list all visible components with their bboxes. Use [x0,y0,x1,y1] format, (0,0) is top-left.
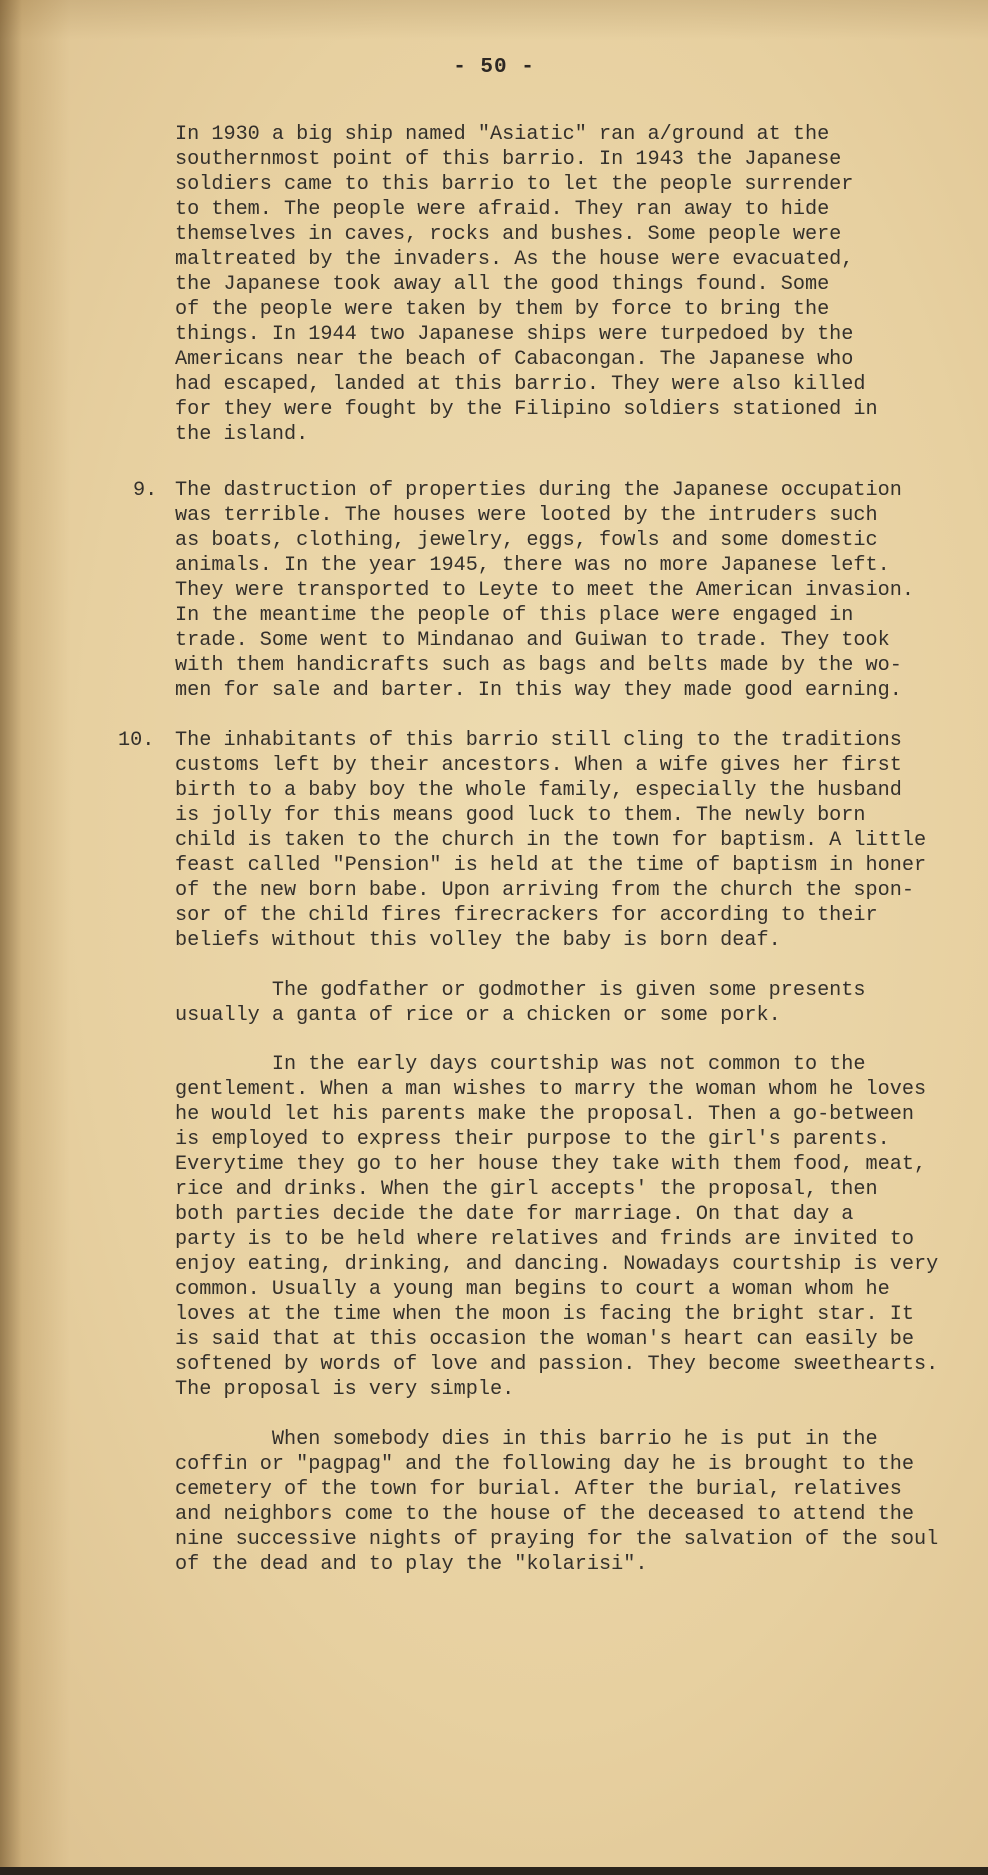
page-bottom-edge [0,1867,988,1875]
paragraph-burial-customs: When somebody dies in this barrio he is put in the coffin or "pagpag" and the following day he is brought to the cemetery of the town for burial. After the burial, relatives and neighbors come to the house of the deceased to attend the nine successive nights of praying for the salvation of the soul of the dead and to play the "kolarisi". [175,1428,939,1576]
paragraph-courtship: In the early days courtship was not common to the gentlement. When a man wishes to marry the woman whom he loves he would let his parents make the proposal. Then a go-between is employed to express their purpose to the girl's parents. Everytime they go to her house they take with them food, meat, rice and drinks. When the girl accepts' the proposal, then both parties decide the date for marriage. On that day a party is to be held where relatives and frinds are invited to enjoy eating, drinking, and dancing. Nowadays courtship is very common. Usually a young man begins to court a woman whom he loves at the time when the moon is facing the bright star. It is said that at this occasion the woman's heart can easily be softened by words of love and passion. They become sweethearts. The proposal is very simple. [175,1053,939,1401]
item-number-9: 9. [133,479,158,502]
page-number: - 50 - [453,56,535,79]
item-number-10: 10. [118,729,155,752]
paragraph-godparents: The godfather or godmother is given some presents usually a ganta of rice or a chicken or some pork. [175,979,866,1027]
paragraph-japanese-occupation: In 1930 a big ship named "Asiatic" ran a/ground at the southernmost point of this barrio. In 1943 the Japanese soldiers came to this barrio to let the people surrender to them. The people were afraid. They ran away to hide themselves in caves, rocks and bushes. Some people were maltreated by the invaders. As the house were evacuated, the Japanese took away all the good things found. Some of the people were taken by them by force to bring the things. In 1944 two Japanese ships were turpedoed by the Americans near the beach of Cabacongan. The Japanese who had escaped, landed at this barrio. They were also killed for they were fought by the Filipino soldiers stationed in the island. [175,123,878,446]
paragraph-destruction-of-properties: The dastruction of properties during the Japanese occupation was terrible. The houses were looted by the intruders such as boats, clothing, jewelry, eggs, fowls and some domestic animals. In the year 1945, there was no more Japanese left. They were transported to Leyte to meet the American invasion. In the meantime the people of this place were engaged in trade. Some went to Mindanao and Guiwan to trade. They took with them handicrafts such as bags and belts made by the wo- men for sale and barter. In this way they made good earning. [175,479,914,702]
paragraph-traditions-customs: The inhabitants of this barrio still cling to the traditions customs left by their ancestors. When a wife gives her first birth to a baby boy the whole family, especially the husband is jolly for this means good luck to them. The newly born child is taken to the church in the town for baptism. A little feast called "Pension" is held at the time of baptism in honer of the new born babe. Upon arriving from the church the spon- sor of the child fires firecrackers for according to their beliefs without this volley the baby is born deaf. [175,729,927,952]
